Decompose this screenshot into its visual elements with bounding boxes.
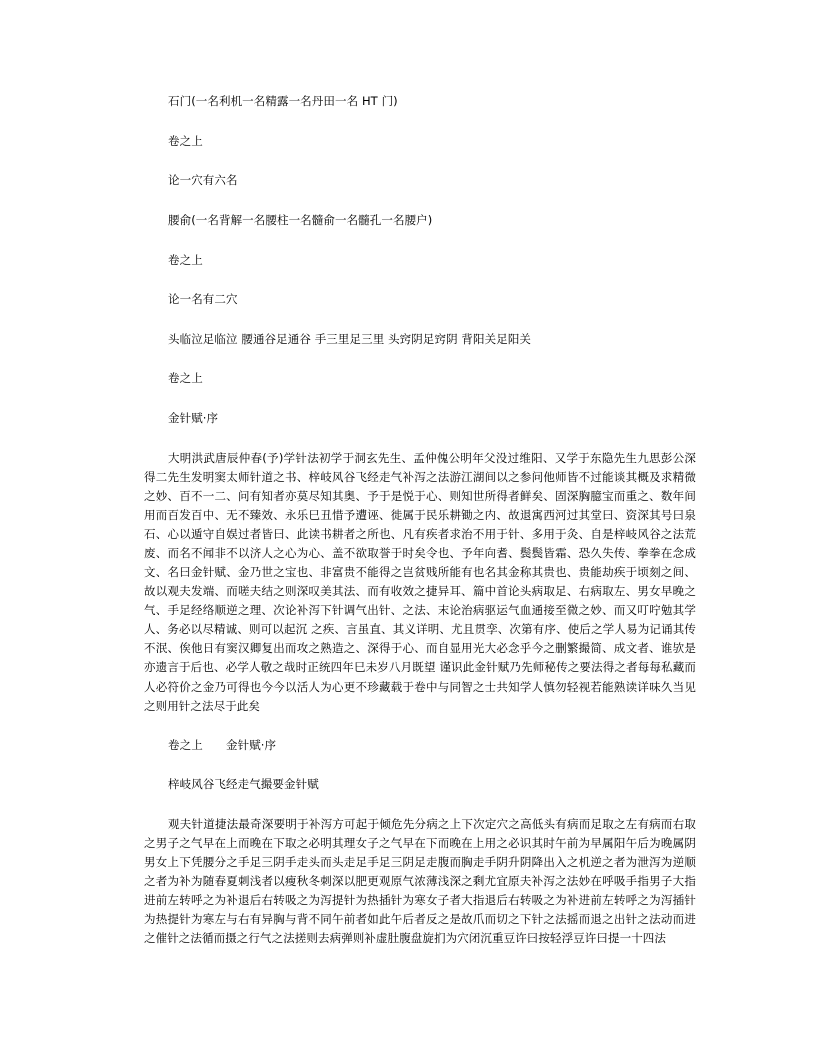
paragraph-volume-marker-3: 卷之上 [168, 371, 203, 386]
paragraph-preface-body: 大明洪武唐辰仲春(予)学针法初学于洞玄先生、孟仲傀公明年父没过维阳、又学于东隐先生九思彭公深得二先生发明窦太师针道之书、梓岐风谷飞经走气补泻之法游江湖间以之参问他师皆不过能谈其概及求精微之妙、百不一二、问有知者亦莫尽知其奥、予于是悦于心、则知世所得者鲜矣、固深胸臆宝而重之、数年间用而百发百中、无不臻效、永乐巳丑惜予遭诬、徙属于民乐耕锄之内、故退寓西河过其堂曰、资深其号曰泉石、心以遁守自娱过者皆曰、此读书耕者之所也、凡有疾者求治不用于针、多用于灸、自是梓岐风谷之法荒废、而名不闻非不以济人之心为心、盖不欲取誉于时矣令也、予年向耆、鬓鬓皆霜、恐久失传、拳拳在念成文、名曰金针赋、金乃世之宝也、非富贵不能得之岂贫贱所能有也名其金称其贵也、贵能劫疾于顷刻之间、故以观夫发端、而嗟夫结之则深叹美其法、而有收效之捷异耳、篇中首论头病取足、右病取左、男女早晚之气、手足经络顺逆之理、次论补泻下针调气出针、之法、末论治病驱运气血通接至微之妙、而又叮咛勉其学人、务必以尽精诚、则可以起沉 之疾、言虽直、其义详明、尤且贯孪、次第有序、使后之学人易为记诵其传不泯、俟他日有窦汉卿复出而攻之熟造之、深得于心、而自显用光大必念乎今之删繁撮简、成文者、谁欤是亦遗言于后也、必学人敬之哉时正统四年巳未岁八月既望 谨识此金针赋乃先师秘传之要法得之者每每私藏而人必符价之金乃可得也今今以活人为心更不珍藏载于卷中与同智之士共知学人慎勿轻视若能熟读详味久当见之则用针之法尽于此矣 [144, 450, 696, 713]
paragraph-heading-shimen: 石门(一名利机一名精露一名丹田一名 HT 门) [168, 94, 398, 108]
paragraph-section-title-1: 论一穴有六名 [168, 173, 238, 188]
paragraph-volume-marker-1: 卷之上 [168, 133, 203, 148]
paragraph-section-title-2: 论一名有二穴 [168, 292, 238, 307]
paragraph-volume-preface-marker: 卷之上 金针赋·序 [168, 737, 277, 752]
paragraph-preface-title: 金针赋·序 [168, 411, 219, 425]
paragraph-volume-marker-2: 卷之上 [168, 252, 203, 267]
paragraph-yaoshu: 腰俞(一名背解一名腰柱一名髓俞一名髓孔一名腰户) [168, 212, 433, 227]
paragraph-jinzhenfu-body: 观夫针道捷法最奇深要明于补泻方可起于倾危先分病之上下次定穴之高低头有病而足取之左有病而右取之男子之气早在上而晚在下取之必明其理女子之气早在下而晚在上用之必识其时午前为早属阳午后为晚属阴男女上下凭腰分之手足三阴手走头而头走足手足三阴足走腹而胸走手阴升阴降出入之机逆之者为泄泻为逆顺之者为补为随春夏刺浅者以瘦秋冬刺深以肥更观原气浓薄浅深之剩尤宜原夫补泻之法妙在呼吸手指男子大指进前左转呼之为补退后右转吸之为泻提针为热插针为寒女子者大指退后右转吸之为补进前左转呼之为泻插针为热提针为寒左与右有异胸与背不同午前者如此午后者反之是故爪而切之下针之法摇而退之出针之法动而进之催针之法循而摄之行气之法搓则去病弹则补虚肚腹盘旋扪为穴闭沉重豆许曰按轻浮豆许曰提一十四法 [144, 816, 696, 946]
paragraph-point-list: 头临泣足临泣 腰通谷足通谷 手三里足三里 头窍阴足窍阴 背阳关足阳关 [168, 331, 532, 346]
paragraph-jinzhenfu-title: 梓岐风谷飞经走气撮要金针赋 [168, 777, 319, 792]
